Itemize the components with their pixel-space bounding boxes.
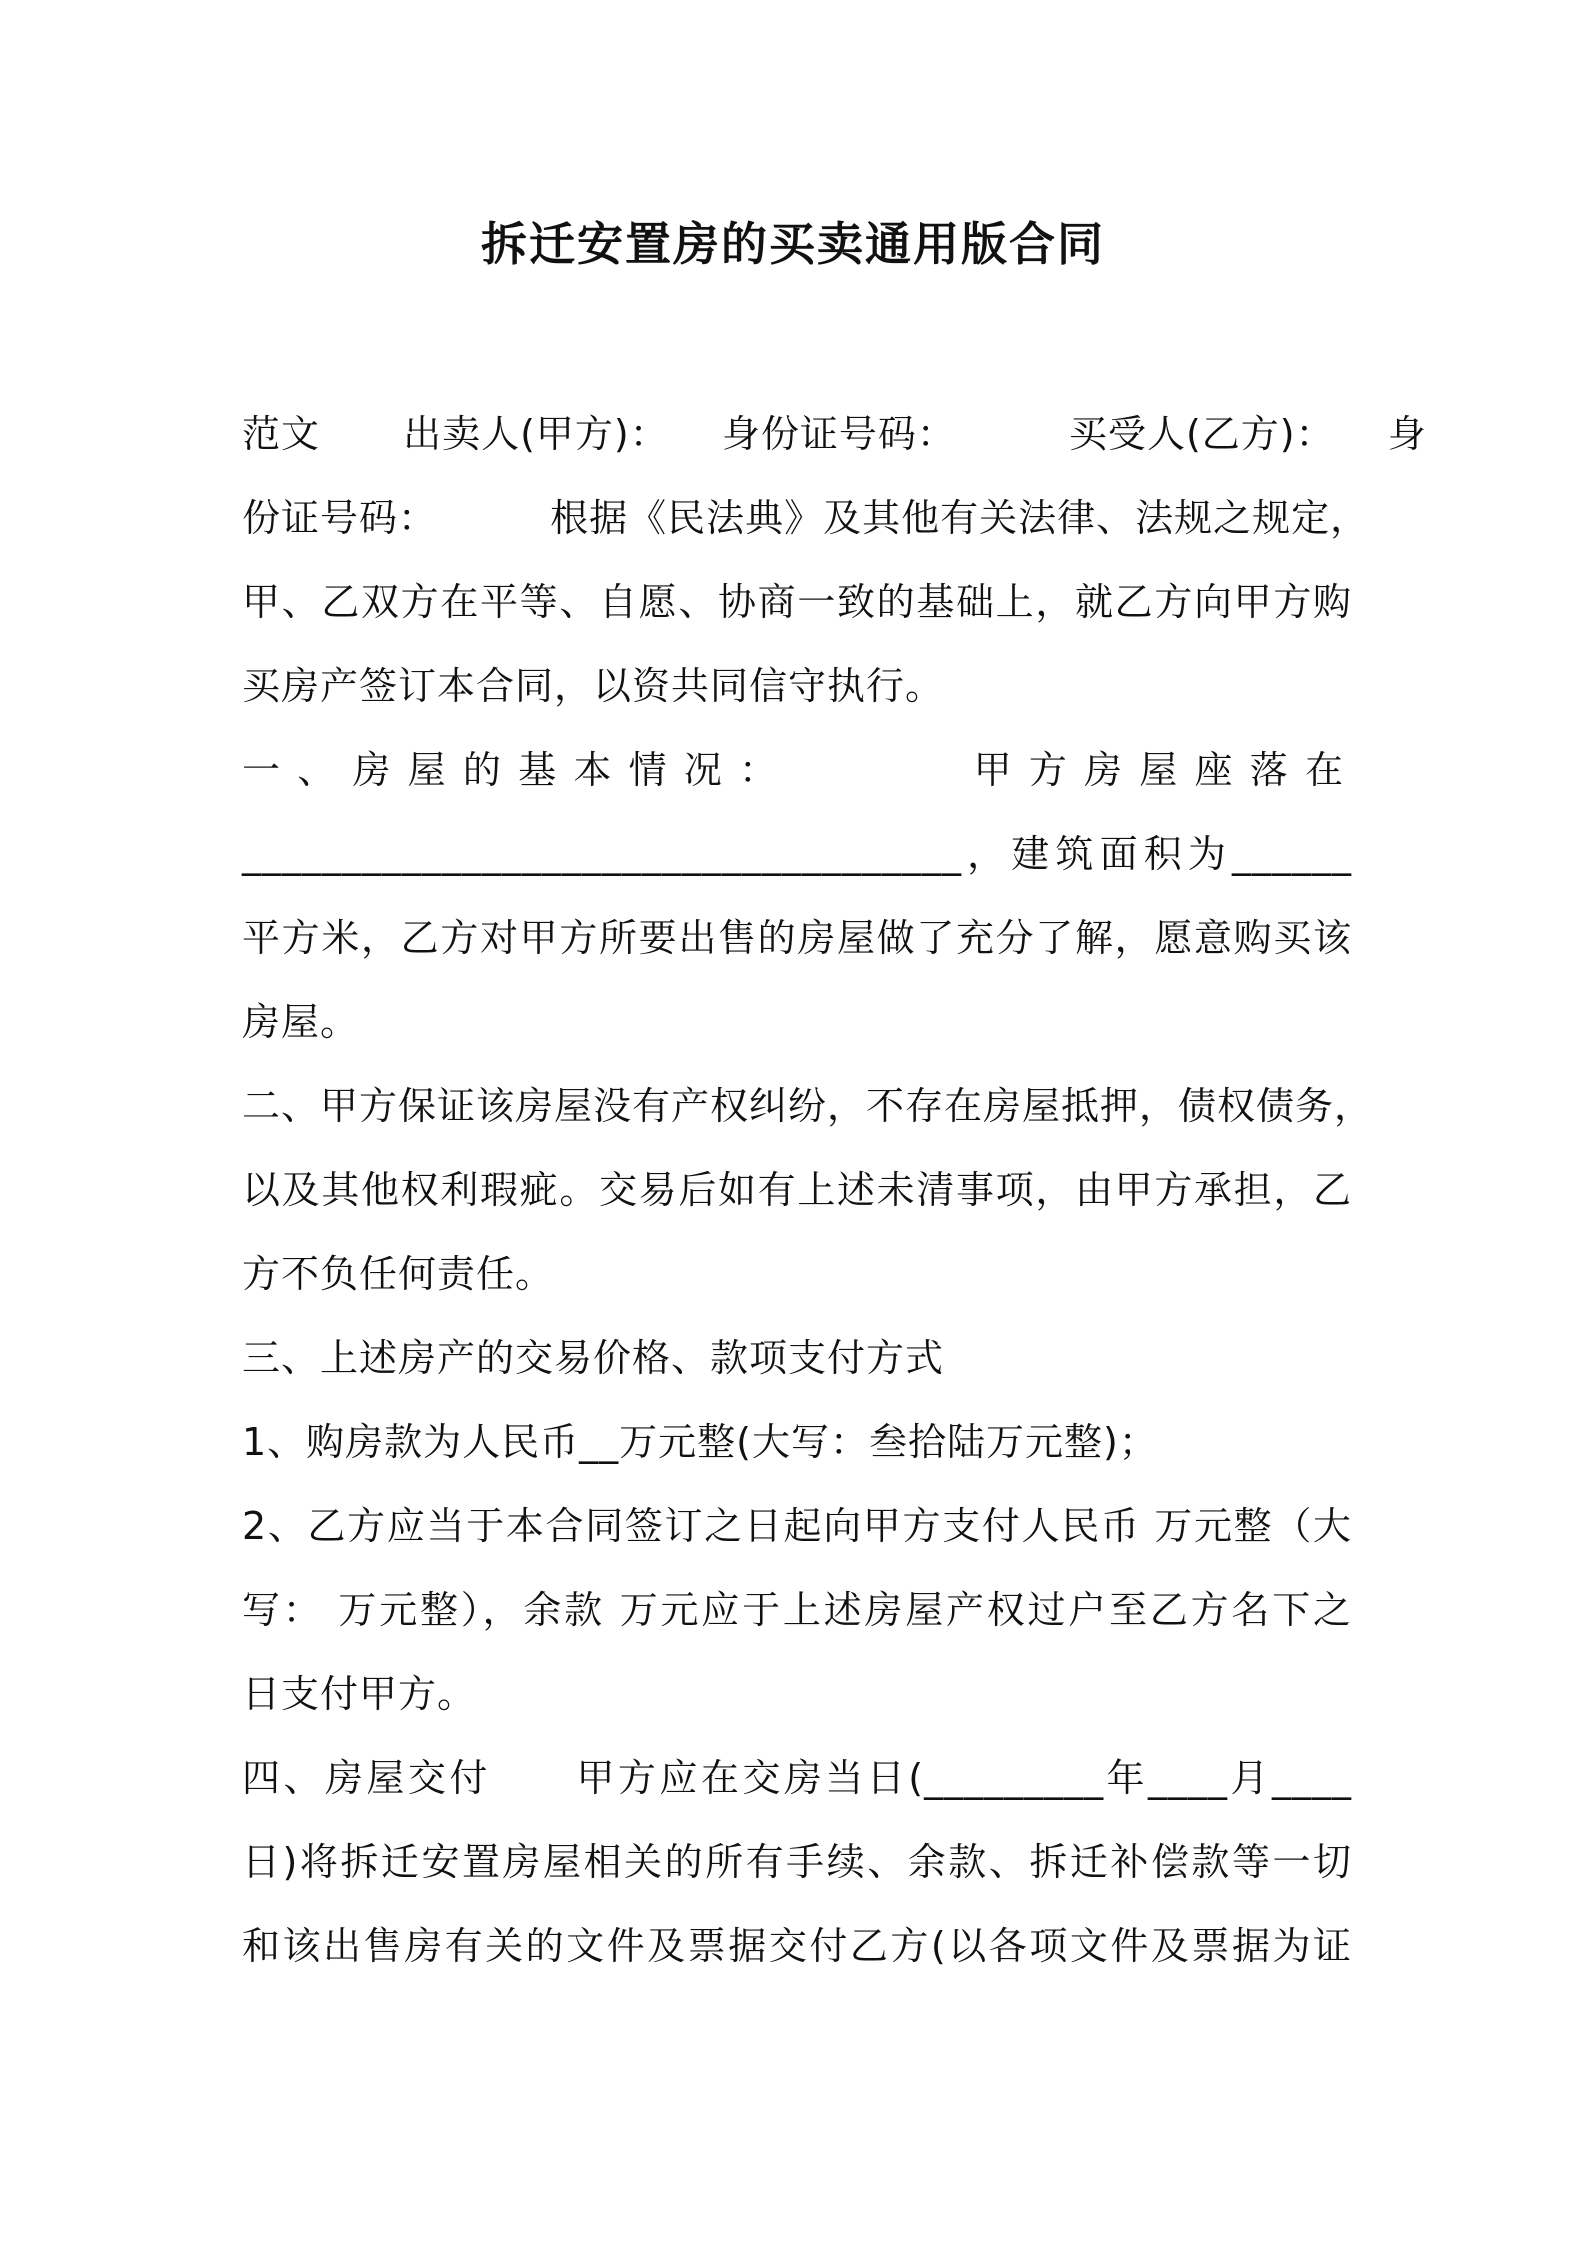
paragraph-line: 房屋。 — [242, 1000, 360, 1044]
section-heading-4 — [242, 1736, 1352, 1820]
paragraph-line: 买房产签订本合同，以资共同信守执行。 — [242, 664, 945, 708]
heading-basic-info: 一、房屋的基本情况： — [242, 748, 795, 792]
paragraph-line: 日支付甲方。 — [242, 1672, 477, 1716]
text-location: 甲方房屋座落在 — [973, 748, 1352, 792]
paragraph-line: 平方米，乙方对甲方所要出售的房屋做了充分了解，愿意购买该 — [242, 916, 1352, 960]
text-delivery-date: 甲方应在交房当日(_________年____月____ — [576, 1756, 1352, 1800]
line-address-area-blanks: ____________________________________，建筑面积为______ — [242, 832, 1352, 876]
label-buyer-id-start: 身 — [1387, 412, 1427, 456]
line-buyer-id-and-basis — [242, 476, 1370, 560]
label-buyer: 买受人(乙方)： — [1068, 412, 1335, 456]
paragraph-line: 甲、乙双方在平等、自愿、协商一致的基础上，就乙方向甲方购 — [242, 580, 1352, 624]
label-sample: 范文 — [242, 412, 321, 456]
paragraph-line: 方不负任何责任。 — [242, 1252, 555, 1296]
label-seller: 出卖人(甲方)： — [403, 412, 669, 456]
text-legal-basis: 根据《民法典》及其他有关法律、法规之规定， — [550, 496, 1370, 540]
paragraph-line: 日)将拆迁安置房屋相关的所有手续、余款、拆迁补偿款等一切 — [242, 1840, 1352, 1884]
line-parties — [242, 392, 1427, 476]
section-heading-3: 三、上述房产的交易价格、款项支付方式 — [242, 1336, 945, 1380]
clause-3-2: 2、乙方应当于本合同签订之日起向甲方支付人民币 万元整（大 — [242, 1504, 1352, 1548]
paragraph-line: 和该出售房有关的文件及票据交付乙方(以各项文件及票据为证 — [242, 1924, 1352, 1968]
clause-3-1: 1、购房款为人民币__万元整(大写：叁拾陆万元整)； — [242, 1420, 1158, 1464]
section-2-line: 二、甲方保证该房屋没有产权纠纷，不存在房屋抵押，债权债务， — [242, 1084, 1374, 1128]
section-heading-1 — [242, 728, 1352, 812]
paragraph-line: 以及其他权利瑕疵。交易后如有上述未清事项，由甲方承担，乙 — [242, 1168, 1352, 1212]
label-seller-id: 身份证号码： — [721, 412, 956, 456]
paragraph-line: 写： 万元整），余款 万元应于上述房屋产权过户至乙方名下之 — [242, 1588, 1352, 1632]
document-title: 拆迁安置房的买卖通用版合同 — [481, 217, 1105, 271]
heading-delivery: 四、房屋交付 — [242, 1756, 491, 1800]
document-body — [242, 392, 1427, 1988]
label-buyer-id-end: 份证号码： — [242, 496, 438, 540]
